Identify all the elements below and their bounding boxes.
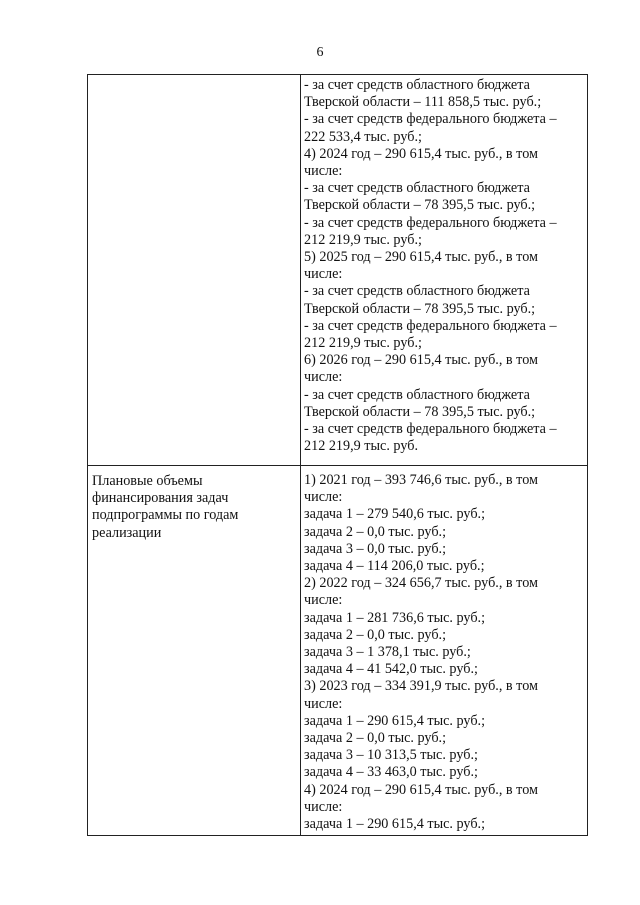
text-line: задача 3 – 10 313,5 тыс. руб.; <box>304 747 478 764</box>
text-line: числе: <box>304 369 343 386</box>
text-line: задача 3 – 0,0 тыс. руб.; <box>304 540 447 557</box>
text-line: 212 219,9 тыс. руб.; <box>304 335 422 352</box>
text-line: числе: <box>304 592 343 609</box>
row-label <box>88 466 300 542</box>
text-line: - за счет средств федерального бюджета – <box>304 317 557 334</box>
text-line: 1) 2021 год – 393 746,6 тыс. руб., в том <box>304 472 538 488</box>
text-line: 222 533,4 тыс. руб.; <box>304 128 422 145</box>
text-line: задача 4 – 114 206,0 тыс. руб.; <box>304 558 485 575</box>
row-value-cell <box>301 466 588 836</box>
text-line: реализации <box>92 524 162 541</box>
text-line: - за счет средств областного бюджета <box>304 77 530 93</box>
text-line: задача 1 – 281 736,6 тыс. руб.; <box>304 609 486 626</box>
text-line: задача 4 – 41 542,0 тыс. руб.; <box>304 661 478 678</box>
text-line: 4) 2024 год – 290 615,4 тыс. руб., в том <box>304 145 538 162</box>
text-line: числе: <box>304 695 343 712</box>
text-line: числе: <box>304 163 343 180</box>
text-line: числе: <box>304 798 343 815</box>
table-row <box>88 466 588 836</box>
financing-table <box>87 74 588 836</box>
row-label-cell <box>88 466 301 836</box>
text-line: задача 2 – 0,0 тыс. руб.; <box>304 523 447 540</box>
text-line: Тверской области – 78 395,5 тыс. руб.; <box>304 403 536 420</box>
text-line: - за счет средств федерального бюджета – <box>304 214 557 231</box>
text-line: числе: <box>304 489 343 506</box>
text-line: задача 2 – 0,0 тыс. руб.; <box>304 626 447 643</box>
text-line: Плановые объемы <box>92 473 203 489</box>
text-line: 3) 2023 год – 334 391,9 тыс. руб., в том <box>304 678 538 695</box>
text-line: - за счет средств областного бюджета <box>304 283 530 300</box>
text-line: задача 1 – 279 540,6 тыс. руб.; <box>304 506 486 523</box>
text-line: задача 2 – 0,0 тыс. руб.; <box>304 730 447 747</box>
row-label-cell <box>88 75 301 466</box>
text-line: 2) 2022 год – 324 656,7 тыс. руб., в том <box>304 575 538 592</box>
text-line: 5) 2025 год – 290 615,4 тыс. руб., в том <box>304 249 538 266</box>
text-line: Тверской области – 78 395,5 тыс. руб.; <box>304 300 536 317</box>
text-line: задача 4 – 33 463,0 тыс. руб.; <box>304 764 478 781</box>
text-line: 212 219,9 тыс. руб. <box>304 438 418 455</box>
page-number: 6 <box>316 45 324 60</box>
text-line: - за счет средств областного бюджета <box>304 180 530 197</box>
row-label <box>88 75 300 78</box>
text-line: - за счет средств федерального бюджета – <box>304 421 557 438</box>
text-line: - за счет средств областного бюджета <box>304 386 530 403</box>
text-line: финансирования задач <box>92 490 229 507</box>
text-line: задача 3 – 1 378,1 тыс. руб.; <box>304 644 471 661</box>
text-line: Тверской области – 78 395,5 тыс. руб.; <box>304 197 536 214</box>
value-lines <box>301 75 587 457</box>
text-line: 6) 2026 год – 290 615,4 тыс. руб., в том <box>304 352 538 369</box>
row-value-cell <box>301 75 588 466</box>
text-line: задача 1 – 290 615,4 тыс. руб.; <box>304 712 486 729</box>
value-lines <box>301 466 587 835</box>
text-line: - за счет средств федерального бюджета – <box>304 111 557 128</box>
text-line: 4) 2024 год – 290 615,4 тыс. руб., в том <box>304 781 538 798</box>
text-line: числе: <box>304 266 343 283</box>
text-line: подпрограммы по годам <box>92 507 239 524</box>
text-line: 212 219,9 тыс. руб.; <box>304 231 422 248</box>
text-line: задача 1 – 290 615,4 тыс. руб.; <box>304 816 486 833</box>
text-line: Тверской области – 111 858,5 тыс. руб.; <box>304 94 542 111</box>
table-row <box>88 75 588 466</box>
